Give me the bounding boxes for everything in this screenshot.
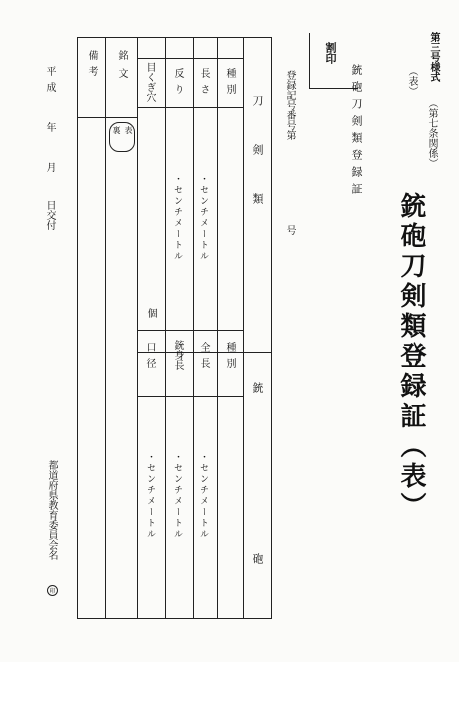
gun-barrel-length-label: 銃身長 <box>172 340 183 370</box>
gun-barrel-length-value: ・センチメートル <box>172 452 182 540</box>
date-day-issued: 日交付 <box>44 200 55 230</box>
sword-length-label: 長さ <box>198 68 209 100</box>
sword-remarks-label: 備考 <box>86 50 97 82</box>
gun-caliber-value: ・センチメートル <box>145 452 155 540</box>
col-line <box>165 37 166 619</box>
table-border-left <box>77 37 78 619</box>
registration-suffix: 号 <box>284 225 295 235</box>
gun-overall-length-label: 全長 <box>198 342 209 374</box>
form-number: 第三号様式 <box>428 32 439 82</box>
sword-curvature-label: 反り <box>172 68 183 100</box>
issuer-seal: 印 <box>47 585 58 596</box>
sword-curvature-value: ・センチメートル <box>172 174 182 262</box>
sword-type-label: 種別 <box>224 68 235 100</box>
gun-section-heading: 銃砲 <box>251 382 264 724</box>
row-line <box>137 107 243 108</box>
document-title: 銃砲刀剣類登録証（表） <box>396 192 426 522</box>
row-line <box>137 330 243 331</box>
date-era: 平成 <box>44 66 55 98</box>
inscription-front: 表 <box>124 126 133 134</box>
sword-peg-hole-value: 個 <box>145 308 156 318</box>
issuer-name: 都道府県教育委員会名 <box>46 460 57 560</box>
col-line <box>243 37 244 619</box>
gun-type-label: 種別 <box>224 342 235 374</box>
row-line <box>137 396 243 397</box>
col-line <box>105 37 106 619</box>
col-line <box>193 37 194 619</box>
col-line <box>137 37 138 619</box>
inscription-back: 裏 <box>112 126 121 134</box>
form-side: （表） <box>406 66 417 96</box>
sword-section-heading: 刀剣類 <box>251 95 264 242</box>
col-line <box>217 37 218 619</box>
sword-inscription-label: 銘文 <box>116 50 127 86</box>
table-border-right <box>271 37 272 619</box>
row-line <box>137 58 243 59</box>
registration-label: 登録記号番号第 <box>284 70 295 140</box>
sword-peg-hole-label: 目くぎ穴 <box>144 62 155 102</box>
seal-label: 割印 <box>324 42 337 64</box>
gun-overall-length-value: ・センチメートル <box>198 452 208 540</box>
row-line <box>77 117 137 118</box>
date-month: 月 <box>44 162 55 172</box>
sword-length-value: ・センチメートル <box>198 174 208 262</box>
date-year: 年 <box>44 122 55 132</box>
subtitle: 銃砲刀剣類登録証 <box>350 64 363 200</box>
article-reference: （第七条関係） <box>426 98 437 168</box>
gun-caliber-label: 口径 <box>144 342 155 374</box>
